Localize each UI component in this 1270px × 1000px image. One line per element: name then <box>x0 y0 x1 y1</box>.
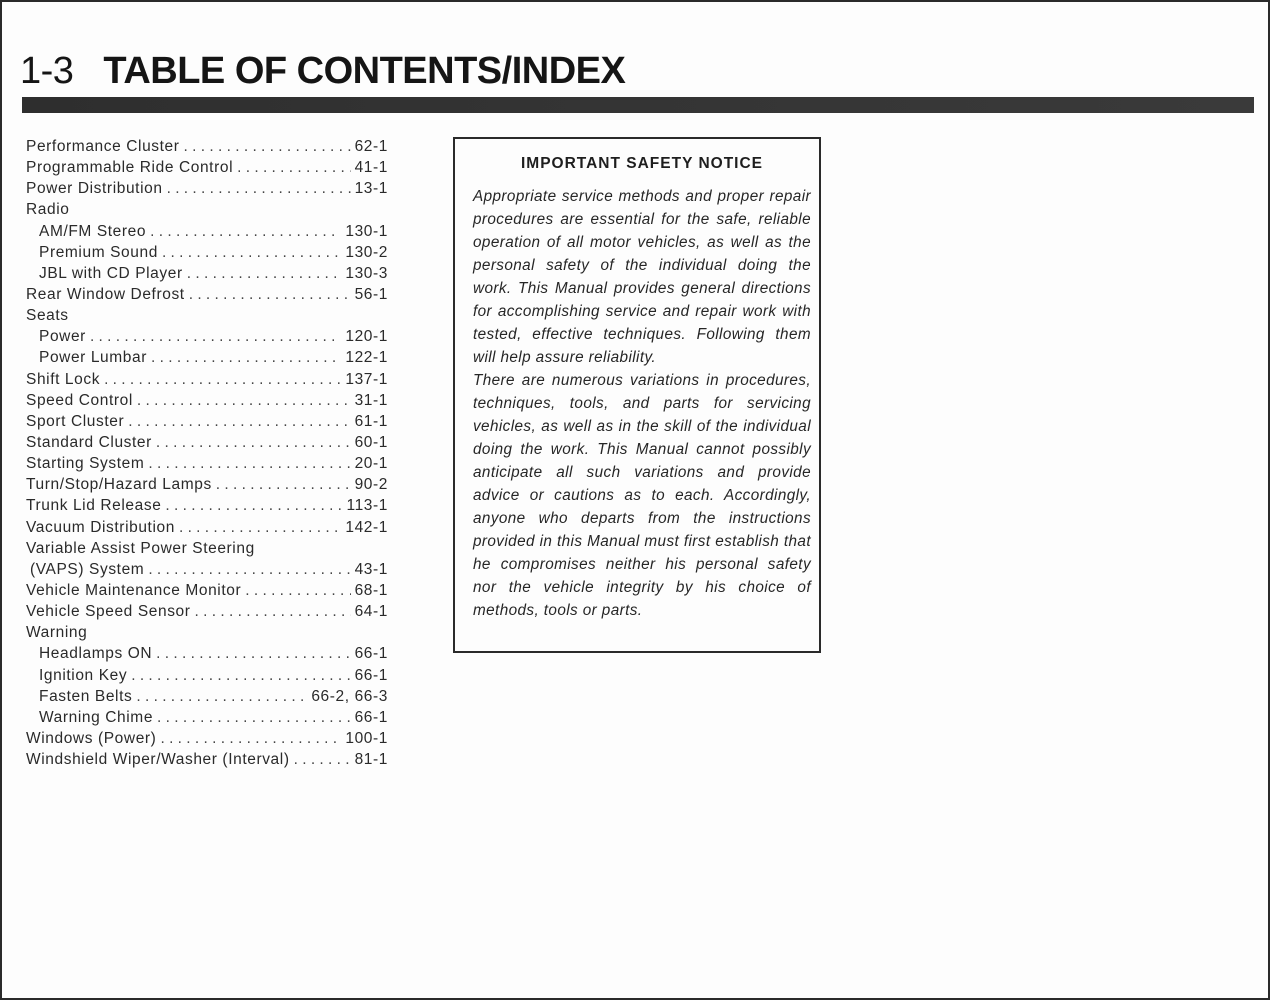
dot-leader <box>150 221 341 242</box>
index-entry <box>26 242 388 263</box>
index-entry <box>26 157 388 178</box>
index-entry-label: Vehicle Speed Sensor <box>26 603 191 621</box>
index-entry-label: Premium Sound <box>39 243 158 261</box>
dot-leader <box>160 728 341 749</box>
index-entry <box>26 643 388 664</box>
index-entry-page: 61-1 <box>354 412 388 430</box>
index-entry-page: 66-1 <box>354 708 388 726</box>
section-number: 1-3 <box>20 50 74 92</box>
dot-leader <box>162 242 341 263</box>
dot-leader <box>184 136 351 157</box>
safety-notice-box <box>453 137 821 653</box>
index-entry-label: Trunk Lid Release <box>26 497 162 515</box>
index-entry-label: Variable Assist Power Steering <box>26 539 255 557</box>
index-entry-page: 41-1 <box>354 159 388 177</box>
dot-leader <box>148 559 350 580</box>
index-entry <box>26 263 388 284</box>
index-entry-page: 56-1 <box>354 285 388 303</box>
index-entry-label: Radio <box>26 201 70 219</box>
index-entry-page: 142-1 <box>345 518 388 536</box>
dot-leader <box>151 347 341 368</box>
index-entry <box>26 411 388 432</box>
index-entry <box>26 686 388 707</box>
safety-notice-paragraph-1: Appropriate service methods and proper repair procedures are essential for the safe, reliable operation of all motor vehicles, as well as the personal safety of the individual doing the work. This Manual provides general directions for accomplishing service and repair work with tested, effective techniques. Following them will help assure reliability. <box>473 188 811 366</box>
dot-leader <box>157 707 351 728</box>
index-entry-label: Sport Cluster <box>26 412 125 430</box>
index-entry-page: 120-1 <box>345 328 388 346</box>
dot-leader <box>245 580 350 601</box>
index-entry <box>26 601 388 622</box>
dot-leader <box>167 178 351 199</box>
dot-leader <box>179 517 341 538</box>
index-entry <box>26 221 388 242</box>
dot-leader <box>156 432 351 453</box>
index-entry-page: 60-1 <box>354 433 388 451</box>
dot-leader <box>195 601 351 622</box>
index-entry-label: Standard Cluster <box>26 433 152 451</box>
dot-leader <box>237 157 350 178</box>
index-entry <box>26 199 388 220</box>
index-entry-label: Warning <box>26 624 88 642</box>
index-entry-label: Warning Chime <box>39 708 154 726</box>
index-entry-label: JBL with CD Player <box>39 264 183 282</box>
index-entry-label: Power Distribution <box>26 180 163 198</box>
index-entry-page: 43-1 <box>354 560 388 578</box>
safety-notice-paragraph-2: There are numerous variations in procedures, techniques, tools, and parts for servicing vehicles, as well as in the skill of the individual doing the work. This Manual cannot possibly anticipate all such variations and provide advice or cautions as to each. Accordingly, anyone who departs from the instructions provided in this Manual must first establish that he compromises neither his personal safety nor the vehicle integrity by his choice of methods, tools or parts. <box>473 372 811 619</box>
index-entry-label: Performance Cluster <box>26 138 180 155</box>
index-entry <box>26 559 388 580</box>
index-entry-label: Windshield Wiper/Washer (Interval) <box>26 751 290 769</box>
index-entry-label: Speed Control <box>26 391 133 409</box>
index-entry <box>26 495 388 516</box>
index-entry <box>26 538 388 559</box>
index-entry-label: AM/FM Stereo <box>39 222 147 240</box>
index-entry-page: 130-2 <box>345 243 388 261</box>
index-entry-page: 62-1 <box>354 138 388 155</box>
dot-leader <box>137 390 351 411</box>
index-entry-label: Fasten Belts <box>39 687 133 705</box>
dot-leader <box>156 643 350 664</box>
safety-notice-body <box>473 185 811 622</box>
index-entry-page: 90-2 <box>354 476 388 494</box>
index-entry <box>26 707 388 728</box>
index-entry <box>26 517 388 538</box>
index-entry-label: Shift Lock <box>26 370 101 388</box>
index-entry-label: Vacuum Distribution <box>26 518 175 536</box>
index-entry-label: (VAPS) System <box>30 560 145 578</box>
dot-leader <box>131 665 350 686</box>
dot-leader <box>165 495 342 516</box>
index-entry-label: Starting System <box>26 455 145 473</box>
index-entry <box>26 390 388 411</box>
dot-leader <box>90 326 341 347</box>
index-entry-page: 64-1 <box>354 603 388 621</box>
index-entry-label: Power <box>39 328 86 346</box>
index-entry <box>26 453 388 474</box>
index-list <box>26 136 388 770</box>
index-entry-page: 13-1 <box>354 180 388 198</box>
dot-leader <box>148 453 350 474</box>
dot-leader <box>216 474 351 495</box>
index-entry-page: 100-1 <box>345 729 388 747</box>
index-entry <box>26 305 388 326</box>
index-entry-page: 66-1 <box>354 666 388 684</box>
index-entry <box>26 369 388 390</box>
dot-leader <box>189 284 351 305</box>
index-entry-page: 130-3 <box>345 264 388 282</box>
index-entry-label: Seats <box>26 307 69 325</box>
index-entry-label: Headlamps ON <box>39 645 153 663</box>
index-entry-page: 66-1 <box>354 645 388 663</box>
index-entry-page: 31-1 <box>354 391 388 409</box>
index-entry <box>26 728 388 749</box>
index-entry <box>26 665 388 686</box>
index-entry-label: Windows (Power) <box>26 729 157 747</box>
header-rule <box>22 97 1254 113</box>
dot-leader <box>128 411 350 432</box>
index-entry <box>26 474 388 495</box>
dot-leader <box>187 263 342 284</box>
index-entry <box>26 580 388 601</box>
dot-leader <box>104 369 341 390</box>
page-title: TABLE OF CONTENTS/INDEX <box>103 50 626 92</box>
index-entry-label: Programmable Ride Control <box>26 159 234 177</box>
index-entry-label: Ignition Key <box>39 666 128 684</box>
index-entry <box>26 284 388 305</box>
index-entry-page: 113-1 <box>346 497 388 515</box>
index-entry-page: 122-1 <box>345 349 388 367</box>
index-entry-page: 20-1 <box>354 455 388 473</box>
safety-notice-title: IMPORTANT SAFETY NOTICE <box>520 155 763 172</box>
index-entry <box>26 432 388 453</box>
index-entry <box>26 622 388 643</box>
index-entry-label: Power Lumbar <box>39 349 147 367</box>
dot-leader <box>136 686 307 707</box>
index-entry-label: Vehicle Maintenance Monitor <box>26 581 242 599</box>
index-entry-page: 130-1 <box>345 222 388 240</box>
index-entry <box>26 136 388 157</box>
index-entry-label: Rear Window Defrost <box>26 285 185 303</box>
index-entry-label: Turn/Stop/Hazard Lamps <box>26 476 212 494</box>
index-entry <box>26 749 388 770</box>
dot-leader <box>294 749 351 770</box>
index-entry-page: 137-1 <box>345 370 388 388</box>
page-header <box>20 50 625 93</box>
index-entry-page: 81-1 <box>354 751 388 769</box>
index-entry-page: 68-1 <box>354 581 388 599</box>
index-entry <box>26 178 388 199</box>
index-entry <box>26 326 388 347</box>
index-entry-page: 66-2, 66-3 <box>311 687 388 705</box>
index-entry <box>26 347 388 368</box>
